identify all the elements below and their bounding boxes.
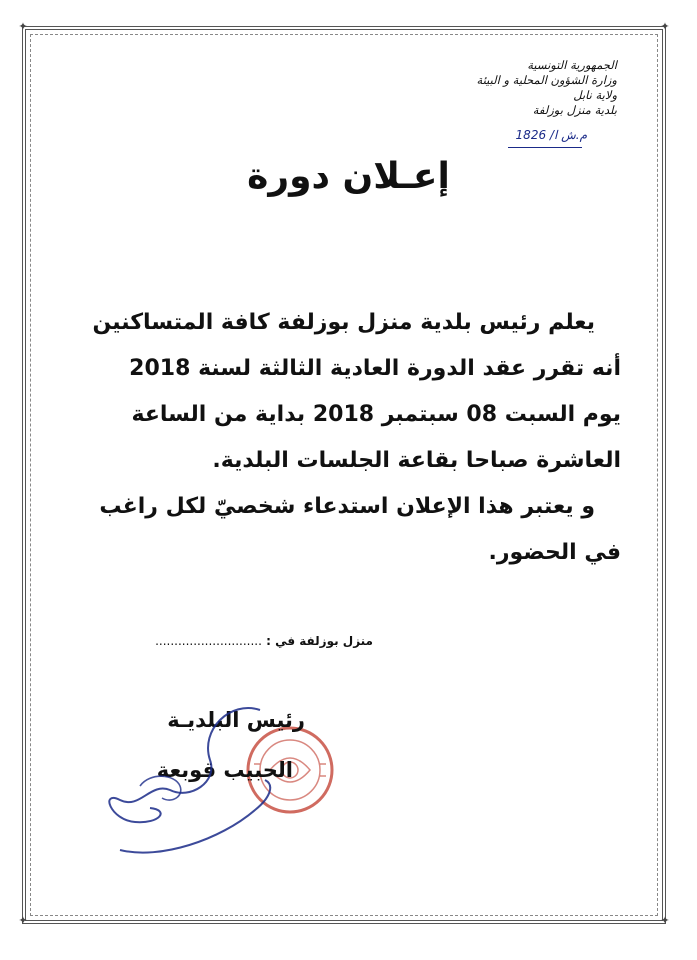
corner-ornament-br: ✦ (660, 914, 670, 927)
letterhead-republic: الجمهورية التونسية (527, 58, 617, 72)
reference-underline (508, 147, 582, 148)
body-line-5: و يعتبر هذا الإعلان استدعاء شخصيّ لكل راغب (99, 494, 595, 519)
body-line-4: العاشرة صباحا بقاعة الجلسات البلدية. (212, 448, 621, 473)
body-line-6: في الحضور. (488, 540, 621, 565)
letterhead-municipality: بلدية منزل بوزلفة (532, 103, 617, 117)
letterhead-ministry: وزارة الشؤون المحلية و البيئة (476, 73, 617, 87)
letterhead-governorate: ولاية نابل (573, 88, 617, 102)
place-date-line (155, 634, 373, 648)
body-line-1: يعلم رئيس بلدية منزل بوزلفة كافة المتساكنين (92, 310, 595, 335)
announcement-body (81, 300, 621, 576)
reference-number: م.ش ا/ 1826 (515, 128, 587, 142)
body-line-3: يوم السبت 08 سبتمبر 2018 بداية من الساعة (131, 402, 621, 427)
corner-ornament-tl: ✦ (18, 20, 28, 33)
corner-ornament-tr: ✦ (660, 20, 670, 33)
signatory-title: رئيس البلديـة (167, 708, 305, 732)
handwritten-signature (80, 690, 290, 880)
body-line-2: أنه تقرر عقد الدورة العادية الثالثة لسنة 2018 (129, 356, 621, 381)
place-label: منزل بوزلفة في : (266, 634, 373, 648)
letterhead (417, 58, 617, 118)
signatory-name: الحبيب قوبعة (156, 758, 293, 782)
date-blank: ............................ (155, 634, 262, 648)
corner-ornament-bl: ✦ (18, 914, 28, 927)
document-title: إعـلان دورة (247, 156, 450, 197)
